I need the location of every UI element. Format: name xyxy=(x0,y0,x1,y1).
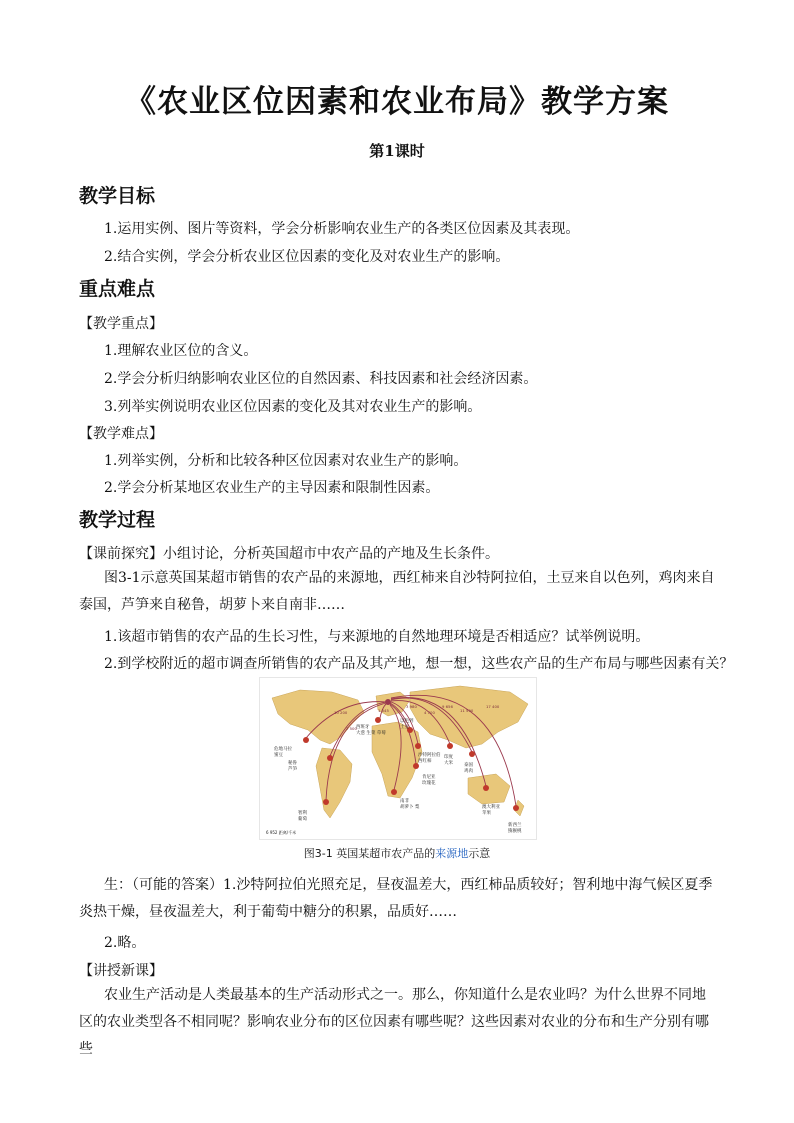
label-saudi-item: 西红柿 xyxy=(418,759,432,764)
origin-guatemala xyxy=(303,737,309,743)
answer-2: 2.略。 xyxy=(104,935,146,951)
origin-spain xyxy=(375,717,381,723)
question-2: 2.到学校附近的超市调查所销售的农产品及其产地，想一想，这些农产品的生产布局与哪些因素有关？ xyxy=(104,656,734,672)
label-thailand: 泰国 xyxy=(464,763,473,768)
question-1: 1.该超市销售的农产品的生长习性，与来源地的自然地理环境是否相适应？试举例说明。 xyxy=(104,629,650,645)
caption-suffix: 示意 xyxy=(468,847,491,860)
answer-label: 生：（可能的答案） xyxy=(104,877,223,893)
label-kenya: 肯尼亚 xyxy=(422,775,436,780)
origin-new-zealand xyxy=(513,805,519,811)
caption-prefix: 图3-1 英国某超市农产品的 xyxy=(303,847,436,860)
goal-item: 2.结合实例，学会分析农业区位因素的变化及对农业生产的影响。 xyxy=(104,249,510,265)
label-india: 印度 xyxy=(444,755,453,760)
label-kenya-item: 玫瑰花 xyxy=(422,781,436,786)
pre-study-line xyxy=(79,543,499,563)
answer-1: 1.沙特阿拉伯光照充足，昼夜温差大，西红柿品质较好；智利地中海气候区夏季炎热干燥，昼夜温差大，利于葡萄中糖分的积累，品质好…… xyxy=(79,877,713,920)
difficult-item: 2.学会分析某地区农业生产的主导因素和限制性因素。 xyxy=(104,480,440,496)
distance-label: 4 700 xyxy=(424,710,435,715)
label-guatemala-item: 蜜豆 xyxy=(274,753,283,758)
section-heading-goals: 教学目标 xyxy=(79,185,156,207)
label-india-item: 大米 xyxy=(444,761,453,766)
label-south-africa: 南非 xyxy=(400,799,409,804)
origin-thailand xyxy=(469,751,475,757)
document-title: 《农业区位因素和农业布局》教学方案 xyxy=(125,84,669,120)
world-map-figure xyxy=(259,677,537,840)
answer-paragraph xyxy=(79,872,719,926)
distance-label: 7 500 xyxy=(346,726,357,731)
focus-item: 2.学会分析归纳影响农业区位的自然因素、科技因素和社会经济因素。 xyxy=(104,371,538,387)
label-spain-items: 大葱 生菜 草莓 xyxy=(356,731,386,736)
label-peru: 秘鲁 xyxy=(288,761,297,766)
uk-marker xyxy=(385,699,391,705)
section-heading-process: 教学过程 xyxy=(79,509,156,531)
distance-label: 10 200 xyxy=(334,710,348,715)
label-guatemala: 危地马拉 xyxy=(274,747,292,752)
difficult-item: 1.列举实例，分析和比较各种区位因素对农业生产的影响。 xyxy=(104,453,468,469)
new-lesson-label: 【讲授新课】 xyxy=(79,963,163,979)
distance-label: 17 400 xyxy=(486,704,500,709)
label-chile: 智利 xyxy=(298,811,307,816)
distance-label: 3 980 xyxy=(406,704,417,709)
label-chile-item: 葡萄 xyxy=(298,817,307,822)
difficult-label: 【教学难点】 xyxy=(79,426,163,442)
figure-caption xyxy=(0,845,794,861)
lesson-subtitle: 第1课时 xyxy=(369,142,425,160)
caption-highlight: 来源地 xyxy=(435,847,469,860)
pre-study-label: 【课前探究】 xyxy=(79,546,163,562)
label-new-zealand: 新西兰 xyxy=(508,823,522,828)
new-lesson-paragraph: 农业生产活动是人类最基本的生产活动形式之一。那么，你知道什么是农业吗？为什么世界不同地区的农业类型各不相同呢？影响农业分布的区位因素有哪些呢？这些因素对农业的分布和生产分别有哪些 xyxy=(79,987,709,1057)
distance-label: 11 590 xyxy=(460,708,474,713)
label-peru-item: 芦笋 xyxy=(288,767,297,772)
origin-chile xyxy=(323,799,329,805)
label-saudi: 沙特阿拉伯 xyxy=(418,753,441,758)
distance-label: 1 545 xyxy=(378,708,389,713)
focus-label: 【教学重点】 xyxy=(79,316,163,332)
origin-india xyxy=(447,743,453,749)
focus-item: 3.列举实例说明农业区位因素的变化及其对农业生产的影响。 xyxy=(104,399,482,415)
origin-peru xyxy=(327,755,333,761)
pre-study-text: 小组讨论，分析英国超市中农产品的产地及生长条件。 xyxy=(163,546,499,562)
label-spain: 西班牙 xyxy=(356,725,370,730)
goal-item: 1.运用实例、图片等资料，学会分析影响农业生产的各类区位因素及其表现。 xyxy=(104,221,580,237)
label-australia: 澳大利亚 xyxy=(482,805,500,810)
origin-australia xyxy=(483,785,489,791)
label-south-africa-items: 胡萝卜 梨 xyxy=(400,805,420,810)
focus-item: 1.理解农业区位的含义。 xyxy=(104,343,258,359)
label-australia-item: 苹果 xyxy=(482,811,491,816)
label-israel-item: 土豆 xyxy=(400,725,409,730)
origin-south-africa xyxy=(391,789,397,795)
section-heading-key: 重点难点 xyxy=(79,278,156,300)
label-thailand-item: 鸡肉 xyxy=(464,769,473,774)
intro-paragraph: 图3-1示意英国某超市销售的农产品的来源地，西红柿来自沙特阿拉伯，土豆来自以色列，鸡肉来自泰国，芦笋来自秘鲁，胡萝卜来自南非…… xyxy=(79,570,715,613)
world-map-svg xyxy=(260,678,536,839)
label-new-zealand-item: 猕猴桃 xyxy=(508,829,522,834)
origin-saudi xyxy=(415,743,421,749)
map-scale: 6 952 距离/千米 xyxy=(266,830,297,835)
distance-label: 9 656 xyxy=(442,704,453,709)
label-israel: 以色列 xyxy=(400,719,414,724)
